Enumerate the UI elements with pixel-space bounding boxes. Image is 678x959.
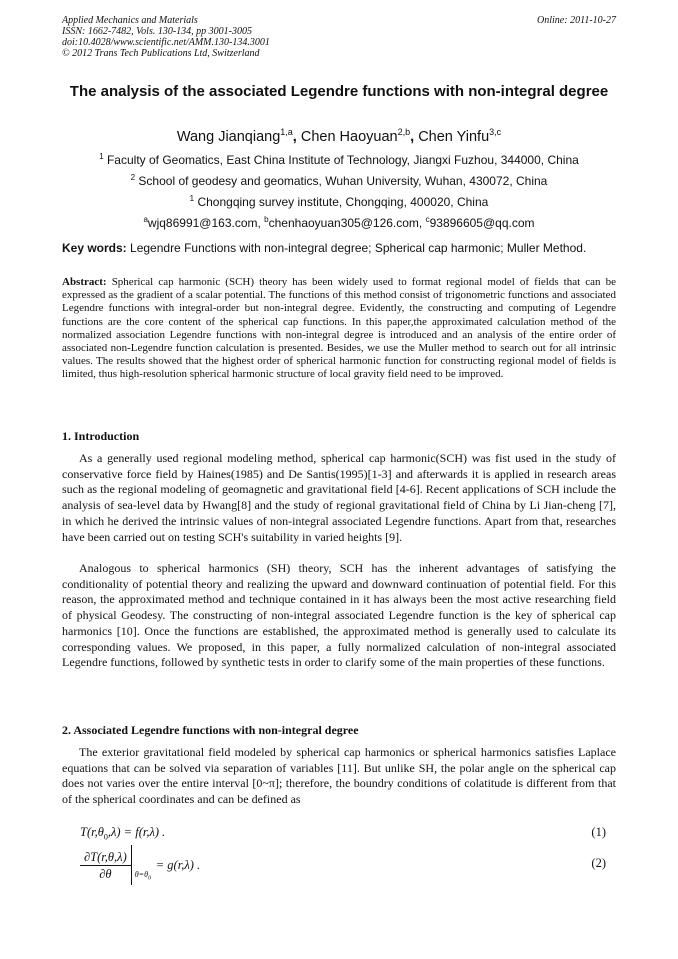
eq2-rhs: = g(r,λ) .: [155, 858, 201, 872]
eq2-numerator: ∂T(r,θ,λ): [80, 849, 131, 866]
author-affil-mark: 2,b: [397, 127, 411, 137]
author-separator: ,: [410, 128, 419, 145]
email-b[interactable]: chenhaoyuan305@126.com,: [268, 216, 426, 230]
affiliation-text: Faculty of Geomatics, East China Institute of Technology, Jiangxi Fuzhou, 344000, China: [103, 153, 579, 167]
email-mark: c: [425, 215, 430, 224]
keywords: [62, 241, 622, 255]
equation-2: [80, 845, 616, 885]
online-date: Online: 2011-10-27: [537, 15, 616, 26]
eq1-lhs: T(r,θ: [80, 825, 104, 839]
keywords-text: Legendre Functions with non-integral degree; Spherical cap harmonic; Muller Method.: [126, 241, 587, 255]
affiliation-1: [62, 150, 616, 167]
author-name: Chen Haoyuan: [300, 128, 398, 145]
abstract-text: Spherical cap harmonic (SCH) theory has been widely used to format regional model of fields that can be expressed as the gradient of a scalar potential. The functions of this method consist of trigonometric functions and associated Legendre functions with integral-order but non-integral degree. Evidently, the constructing and computing of Legendre functions are the core content of the spherical cap functions. In this paper,the approximated calculation method of the normalized association Legendre functions with non-integral degree is introduced and an analysis of the entire order of associated non-Legendre function calculation is presented. Besides, we use the Muller method to search out for all intrinsic values. The results showed that the highest order of spherical harmonic function for constructing regional model of fields is limited, thus high-resolution spherical harmonic structure of local gravity field need to be improved.: [62, 276, 616, 381]
author-name: Chen Yinfu: [418, 128, 490, 145]
email-c[interactable]: 93896605@qq.com: [429, 216, 535, 230]
author-separator: ,: [292, 128, 301, 145]
author-name: Wang Jianqiang: [176, 128, 281, 145]
eq2-fraction: [80, 849, 131, 882]
email-mark: a: [143, 215, 148, 224]
affiliation-mark: 2: [130, 173, 136, 182]
equation-number: (2): [591, 856, 606, 870]
equation-1: [80, 824, 616, 846]
eq1-subscript: 0: [103, 832, 108, 842]
eq1-rhs: ,λ) = f(r,λ) .: [107, 825, 166, 839]
journal-name: Applied Mechanics and Materials: [62, 15, 198, 26]
affiliation-mark: 1: [99, 152, 104, 161]
email-a[interactable]: wjq86991@163.com,: [147, 216, 265, 230]
keywords-label: Key words:: [62, 241, 127, 255]
author-affil-mark: 3,c: [489, 127, 502, 137]
affiliation-text: School of geodesy and geomatics, Wuhan University, Wuhan, 430072, China: [135, 174, 548, 188]
equation-number: (1): [591, 825, 606, 839]
section-heading-introduction: 1. Introduction: [62, 429, 140, 443]
legendre-paragraph-1: The exterior gravitational field modeled by spherical cap harmonics or spherical harmonics satisfies Laplace equations that can be solved via separation of variables [11]. But unlike SH, the polar angle on the spherical cap does not varies over the entire interval [0~π]; therefore, the boundry conditions of colatitude is different from that of the spherical coordinates and can be defined as: [62, 745, 616, 807]
affiliation-2: [62, 171, 616, 188]
introduction-paragraph-2: Analogous to spherical harmonics (SH) theory, SCH has the inherent advantages of satisfying the conditionality of potential theory and realizing the upward and downward continuation of potential field. For this reason, the approximated method and technique contained in it has always been the most active researching field of physical Geodesy. The constructing of non-integral associated Legendre function is the key of spherical cap harmonics [10]. Once the functions are established, the approximated method is generally used to calculate its corresponding values. We proposed, in this paper, a fully normalized calculation of non-integral associated Legendre functions, followed by synthetic tests in order to clarify some of the main properties of these functions.: [62, 561, 616, 670]
journal-copyright: © 2012 Trans Tech Publications Ltd, Switzerland: [62, 48, 260, 59]
abstract-label: Abstract:: [62, 276, 107, 288]
affiliation-text: Chongqing survey institute, Chongqing, 400020, China: [194, 195, 489, 209]
eq2-evaluation-bar: [131, 845, 156, 885]
journal-header: [62, 15, 616, 59]
journal-doi[interactable]: doi:10.4028/www.scientific.net/AMM.130-134.3001: [62, 37, 270, 48]
abstract: [62, 276, 616, 382]
author-emails: [62, 213, 616, 230]
eq2-eval-subscript: $\theta=\theta_0$: [134, 870, 152, 882]
author-list: [62, 123, 616, 146]
email-mark: b: [264, 215, 269, 224]
introduction-paragraph-1: As a generally used regional modeling method, spherical cap harmonic(SCH) was fist used in the study of conservative force field by Haines(1985) and De Santis(1995)[1-3] and afterwards it is applied in research areas such as the regional modeling of geomagnetic and gravitational field [4-6]. Recent applications of SCH include the analysis of sea-level data by Hwang[8] and the study of regional gravitational field of China by Li Jian-cheng [7], in which he derived the intrinsic values of non-integral associated Legendre functions. Apart from that, researches have been carried out on testing SCH's suitability in varied heights [9].: [62, 451, 616, 544]
affiliation-mark: 1: [189, 194, 195, 203]
section-heading-legendre: 2. Associated Legendre functions with non-integral degree: [62, 723, 359, 737]
affiliation-3: [62, 192, 616, 209]
paper-title: The analysis of the associated Legendre functions with non-integral degree: [69, 83, 609, 100]
author-affil-mark: 1,a: [280, 127, 293, 137]
journal-issn: ISSN: 1662-7482, Vols. 130-134, pp 3001-3005: [62, 26, 252, 37]
eq2-denominator: ∂θ: [99, 866, 112, 881]
